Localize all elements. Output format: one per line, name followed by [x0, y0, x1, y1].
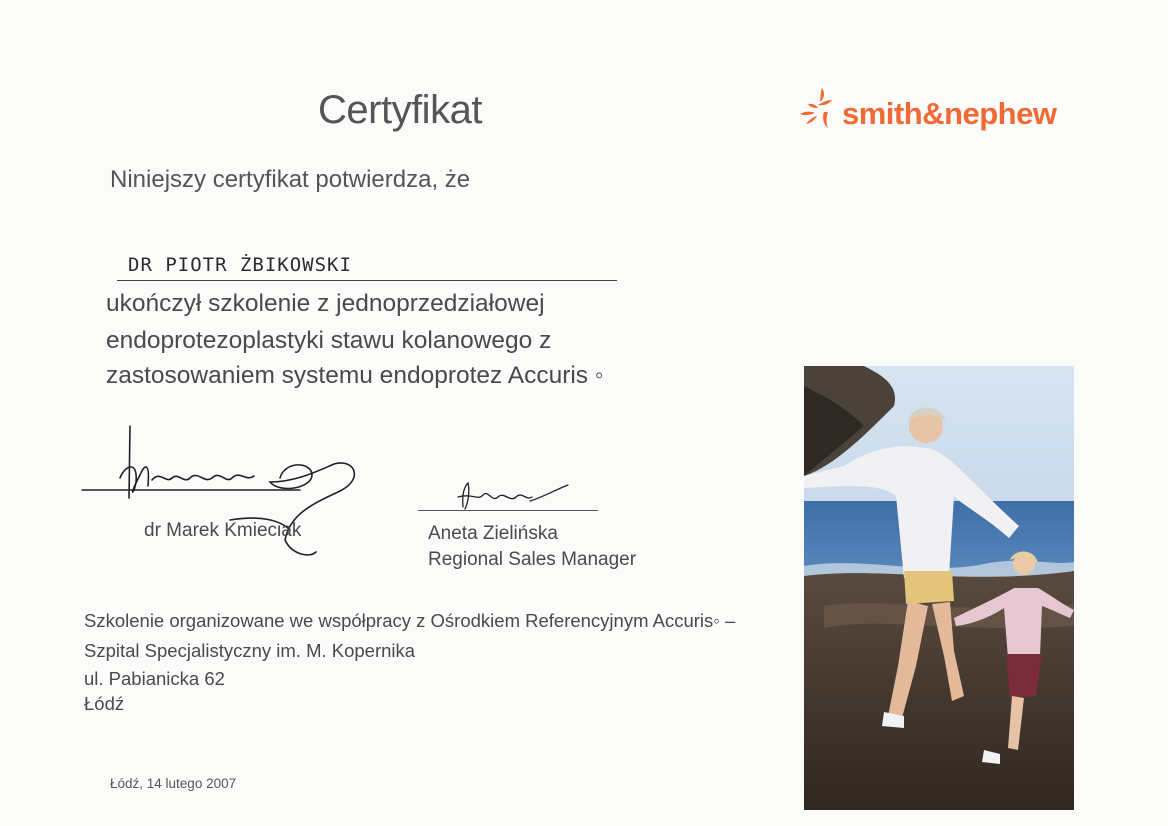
issue-date: Łódź, 14 lutego 2007	[110, 776, 237, 791]
brand-logo-text: smith&nephew	[842, 96, 1057, 131]
certificate-body-line: zastosowaniem systemu endoprotez Accuris ◦	[106, 362, 604, 389]
footer-line: Szkolenie organizowane we współpracy z Ośrodkiem Referencyjnym Accuris◦ –	[84, 610, 736, 631]
footer-line: ul. Pabianicka 62	[84, 668, 225, 689]
beach-photo	[804, 366, 1074, 810]
signatory-name: dr Marek Kmieciak	[144, 520, 302, 541]
certificate-body-line: ukończył szkolenie z jednoprzedziałowej	[106, 290, 545, 317]
name-underline	[117, 280, 617, 281]
footer-line: Łódź	[84, 693, 125, 714]
signature-line	[418, 510, 598, 511]
certificate-intro: Niniejszy certyfikat potwierdza, że	[110, 166, 471, 193]
signature-zielinska	[418, 475, 598, 515]
footer-line: Szpital Specjalistyczny im. M. Kopernika	[84, 640, 416, 661]
signatory-name: Aneta Zielińska	[428, 523, 558, 544]
signatory-role: Regional Sales Manager	[428, 549, 637, 570]
certificate-title: Certyfikat	[318, 88, 482, 132]
recipient-name: DR PIOTR ŻBIKOWSKI	[128, 254, 352, 276]
certificate-body-line: endoprotezoplastyki stawu kolanowego z	[106, 327, 552, 354]
